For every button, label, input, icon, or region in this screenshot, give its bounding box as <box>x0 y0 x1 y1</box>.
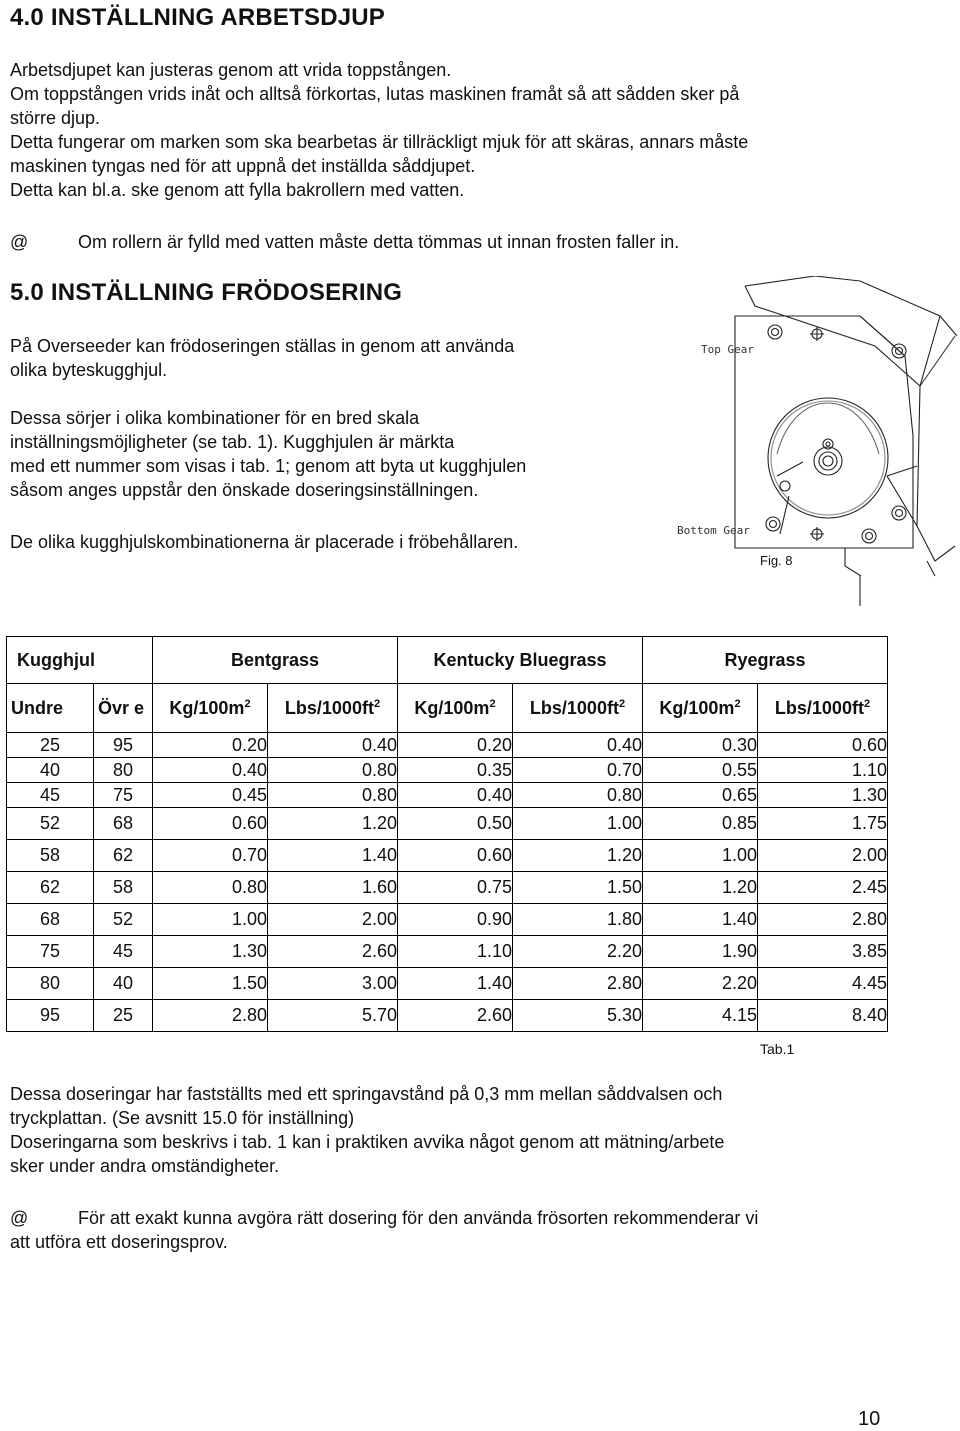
subheader-kg: $Kg/100m^2$ <box>398 684 513 733</box>
table-cell: 1.40 <box>268 840 398 872</box>
table-cell: 3.00 <box>268 968 398 1000</box>
section-4-note <box>10 230 679 254</box>
table-cell: 0.65 <box>643 783 758 808</box>
table-cell: 68 <box>94 808 153 840</box>
table-cell: 0.55 <box>643 758 758 783</box>
table-cell: 0.60 <box>398 840 513 872</box>
table-cell: 2.20 <box>513 936 643 968</box>
subheader-kg: $Kg/100m^2$ <box>153 684 268 733</box>
section-5-para-1 <box>10 334 514 382</box>
table-cell: 0.60 <box>758 733 888 758</box>
table-cell: 0.80 <box>153 872 268 904</box>
table-cell: 2.20 <box>643 968 758 1000</box>
table-cell: 52 <box>7 808 94 840</box>
note-text: Om rollern är fylld med vatten måste detta tömmas ut innan frosten faller in. <box>78 232 680 252</box>
table-cell: 95 <box>7 1000 94 1032</box>
table-cell: 1.30 <box>758 783 888 808</box>
table-cell: 1.20 <box>513 840 643 872</box>
table-cell: 25 <box>94 1000 153 1032</box>
table-row <box>7 968 888 1000</box>
table-cell: 45 <box>7 783 94 808</box>
note-symbol: @ <box>10 1208 29 1228</box>
section-5-para-2 <box>10 406 526 502</box>
table-cell: 2.60 <box>268 936 398 968</box>
table-cell: 0.40 <box>398 783 513 808</box>
table-cell: 75 <box>7 936 94 968</box>
table-cell: 5.70 <box>268 1000 398 1032</box>
body-line: Arbetsdjupet kan justeras genom att vrida toppstången. <box>10 60 452 80</box>
table-cell: 1.00 <box>153 904 268 936</box>
table-cell: 80 <box>94 758 153 783</box>
top-gear-label: Top Gear <box>701 343 754 356</box>
header-kugghjul: Kugghjul <box>7 637 153 684</box>
body-line: Dessa doseringar har fastställts med ett springavstånd på 0,3 mm mellan såddvalsen och <box>10 1084 723 1104</box>
table-cell: 1.30 <box>153 936 268 968</box>
table-cell: 1.50 <box>153 968 268 1000</box>
note-text: att utföra ett doseringsprov. <box>10 1232 228 1252</box>
table-row <box>7 872 888 904</box>
section-4-body <box>10 58 748 202</box>
table-cell: 3.85 <box>758 936 888 968</box>
note-text: För att exakt kunna avgöra rätt dosering för den använda frösorten rekommenderar vi <box>78 1208 759 1228</box>
subheader-lbs: Lbs/$1000ft^2$ <box>513 684 643 733</box>
table-cell: 1.80 <box>513 904 643 936</box>
body-line: Om toppstången vrids inåt och alltså förkortas, lutas maskinen framåt så att sådden sker på <box>10 84 740 104</box>
subheader-ovre: Övr e <box>94 684 153 733</box>
dosage-table <box>6 636 888 1032</box>
header-ryegrass: Ryegrass <box>643 637 888 684</box>
footer-note <box>10 1206 758 1254</box>
figure-caption: Fig. 8 <box>760 553 793 568</box>
table-cell: 1.00 <box>643 840 758 872</box>
table-cell: 2.80 <box>513 968 643 1000</box>
body-line: såsom anges uppstår den önskade doseringsinställningen. <box>10 480 479 500</box>
table-cell: 45 <box>94 936 153 968</box>
table-cell: 0.40 <box>513 733 643 758</box>
header-kentucky-bluegrass: Kentucky Bluegrass <box>398 637 643 684</box>
table-cell: 0.50 <box>398 808 513 840</box>
body-line: med ett nummer som visas i tab. 1; genom att byta ut kugghjulen <box>10 456 527 476</box>
footer-body <box>10 1082 724 1178</box>
body-line: Detta fungerar om marken som ska bearbetas är tillräckligt mjuk för att skäras, annars måste <box>10 132 749 152</box>
section-4-heading: 4.0 INSTÄLLNING ARBETSDJUP <box>10 4 386 31</box>
table-cell: 2.60 <box>398 1000 513 1032</box>
table-row <box>7 808 888 840</box>
table-row <box>7 783 888 808</box>
table-cell: 4.15 <box>643 1000 758 1032</box>
subheader-kg: $Kg/100m^2$ <box>643 684 758 733</box>
table-cell: 95 <box>94 733 153 758</box>
table-cell: 0.30 <box>643 733 758 758</box>
body-line: sker under andra omständigheter. <box>10 1156 280 1176</box>
table-cell: 40 <box>7 758 94 783</box>
table-cell: 0.70 <box>153 840 268 872</box>
table-cell: 0.75 <box>398 872 513 904</box>
table-cell: 58 <box>94 872 153 904</box>
table-row <box>7 1000 888 1032</box>
table-cell: 2.80 <box>758 904 888 936</box>
body-line: Detta kan bl.a. ske genom att fylla bakrollern med vatten. <box>10 180 465 200</box>
table-cell: 0.35 <box>398 758 513 783</box>
table-cell: 0.20 <box>398 733 513 758</box>
table-cell: 62 <box>7 872 94 904</box>
table-cell: 1.50 <box>513 872 643 904</box>
section-5-para-3: De olika kugghjulskombinationerna är placerade i fröbehållaren. <box>10 532 519 552</box>
table-cell: 68 <box>7 904 94 936</box>
table-cell: 0.85 <box>643 808 758 840</box>
header-bentgrass: Bentgrass <box>153 637 398 684</box>
subheader-lbs: Lbs/$1000ft^2$ <box>758 684 888 733</box>
table-cell: 1.75 <box>758 808 888 840</box>
subheader-lbs: Lbs/$1000ft^2$ <box>268 684 398 733</box>
table-row <box>7 758 888 783</box>
table-cell: 2.45 <box>758 872 888 904</box>
page-number: 10 <box>858 1408 881 1430</box>
body-line: större djup. <box>10 108 101 128</box>
table-cell: 0.40 <box>153 758 268 783</box>
table-cell: 62 <box>94 840 153 872</box>
body-line: maskinen tyngas ned för att uppnå det inställda såddjupet. <box>10 156 476 176</box>
table-cell: 2.00 <box>268 904 398 936</box>
table-cell: 1.40 <box>643 904 758 936</box>
table-cell: 80 <box>7 968 94 1000</box>
table-cell: 0.20 <box>153 733 268 758</box>
subheader-undre: Undre <box>7 684 94 733</box>
table-cell: 0.45 <box>153 783 268 808</box>
table-cell: 1.00 <box>513 808 643 840</box>
table-cell: 0.70 <box>513 758 643 783</box>
table-cell: 5.30 <box>513 1000 643 1032</box>
table-cell: 0.40 <box>268 733 398 758</box>
table-cell: 2.00 <box>758 840 888 872</box>
body-line: Dessa sörjer i olika kombinationer för en bred skala <box>10 408 420 428</box>
table-row <box>7 936 888 968</box>
table-cell: 1.90 <box>643 936 758 968</box>
table-cell: 52 <box>94 904 153 936</box>
table-cell: 40 <box>94 968 153 1000</box>
bottom-gear-label: Bottom Gear <box>677 524 750 537</box>
table-row <box>7 733 888 758</box>
table-cell: 0.80 <box>513 783 643 808</box>
table-cell: 1.20 <box>643 872 758 904</box>
section-5-heading: 5.0 INSTÄLLNING FRÖDOSERING <box>10 279 403 306</box>
table-cell: 75 <box>94 783 153 808</box>
table-cell: 0.90 <box>398 904 513 936</box>
table-cell: 1.10 <box>398 936 513 968</box>
table-row <box>7 904 888 936</box>
note-symbol: @ <box>10 232 29 252</box>
table-cell: 8.40 <box>758 1000 888 1032</box>
table-cell: 1.40 <box>398 968 513 1000</box>
table-row <box>7 840 888 872</box>
body-line: tryckplattan. (Se avsnitt 15.0 för inställning) <box>10 1108 355 1128</box>
table-caption: Tab.1 <box>760 1041 795 1057</box>
table-cell: 25 <box>7 733 94 758</box>
table-cell: 0.80 <box>268 783 398 808</box>
body-line: På Overseeder kan frödoseringen ställas in genom att använda <box>10 336 515 356</box>
table-cell: 0.80 <box>268 758 398 783</box>
table-cell: 0.60 <box>153 808 268 840</box>
table-cell: 1.60 <box>268 872 398 904</box>
table-cell: 4.45 <box>758 968 888 1000</box>
table-cell: 1.10 <box>758 758 888 783</box>
gear-diagram <box>665 276 957 606</box>
body-line: Doseringarna som beskrivs i tab. 1 kan i praktiken avvika något genom att mätning/arbete <box>10 1132 725 1152</box>
table-cell: 2.80 <box>153 1000 268 1032</box>
table-cell: 1.20 <box>268 808 398 840</box>
body-line: inställningsmöjligheter (se tab. 1). Kugghjulen är märkta <box>10 432 455 452</box>
table-cell: 58 <box>7 840 94 872</box>
body-line: olika byteskugghjul. <box>10 360 168 380</box>
